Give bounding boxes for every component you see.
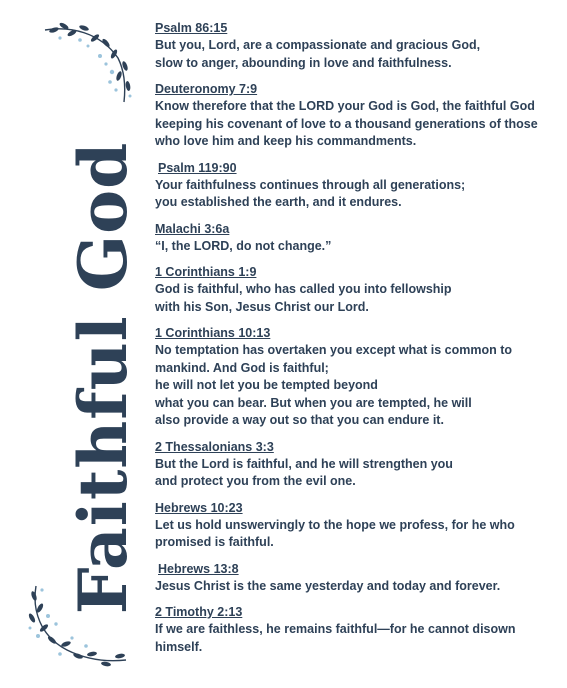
floral-branch-bottom bbox=[22, 580, 132, 670]
verse-item bbox=[155, 264, 560, 316]
verse-text: Know therefore that the LORD your God is God, the faithful God keeping his covenant of love to a thousand generations of those who love him and keep his commandments. bbox=[155, 99, 538, 148]
verse-text: If we are faithless, he remains faithful—for he cannot disown himself. bbox=[155, 622, 516, 654]
verse-text: Your faithfulness continues through all generations; you established the earth, and it endures. bbox=[155, 177, 466, 209]
verse-item bbox=[155, 325, 560, 430]
verse-reference: 2 Thessalonians 3:3 bbox=[155, 439, 274, 454]
verse-text: But the Lord is faithful, and he will strengthen you and protect you from the evil one. bbox=[155, 456, 453, 488]
verse-item bbox=[155, 500, 560, 552]
verse-reference: 1 Corinthians 10:13 bbox=[155, 326, 271, 340]
verse-reference: Psalm 119:90 bbox=[158, 160, 237, 175]
verse-reference: Hebrews 13:8 bbox=[158, 561, 239, 576]
verse-reference: Deuteronomy 7:9 bbox=[155, 82, 258, 96]
verse-text: But you, Lord, are a compassionate and gracious God, slow to anger, abounding in love and faithfulness. bbox=[155, 38, 481, 70]
verse-text: Jesus Christ is the same yesterday and today and forever. bbox=[155, 578, 501, 593]
verse-reference: 2 Timothy 2:13 bbox=[155, 605, 243, 619]
verse-item bbox=[155, 160, 560, 212]
verse-item bbox=[155, 20, 560, 72]
verse-reference: Malachi 3:6a bbox=[155, 221, 230, 236]
verse-text: “I, the LORD, do not change.” bbox=[155, 238, 332, 253]
verse-text: God is faithful, who has called you into fellowship with his Son, Jesus Christ our Lord. bbox=[155, 282, 452, 314]
verse-item bbox=[155, 604, 560, 656]
verse-item bbox=[155, 439, 560, 491]
verse-text: Let us hold unswervingly to the hope we profess, for he who promised is faithful. bbox=[155, 517, 515, 549]
verse-item bbox=[155, 561, 560, 596]
verse-item bbox=[155, 221, 560, 256]
verse-reference: 1 Corinthians 1:9 bbox=[155, 265, 257, 279]
page-title: Faithful God bbox=[64, 141, 142, 615]
verse-list bbox=[155, 20, 560, 665]
verse-reference: Psalm 86:15 bbox=[155, 21, 228, 35]
verse-item bbox=[155, 81, 560, 151]
floral-branch-top bbox=[40, 18, 135, 108]
verse-reference: Hebrews 10:23 bbox=[155, 500, 243, 515]
verse-text: No temptation has overtaken you except what is common to mankind. And God is faithful; he will not let you be tempted beyond what you can bear. But when you are tempted, he will also provide a way out so that you can endure it. bbox=[155, 343, 513, 427]
